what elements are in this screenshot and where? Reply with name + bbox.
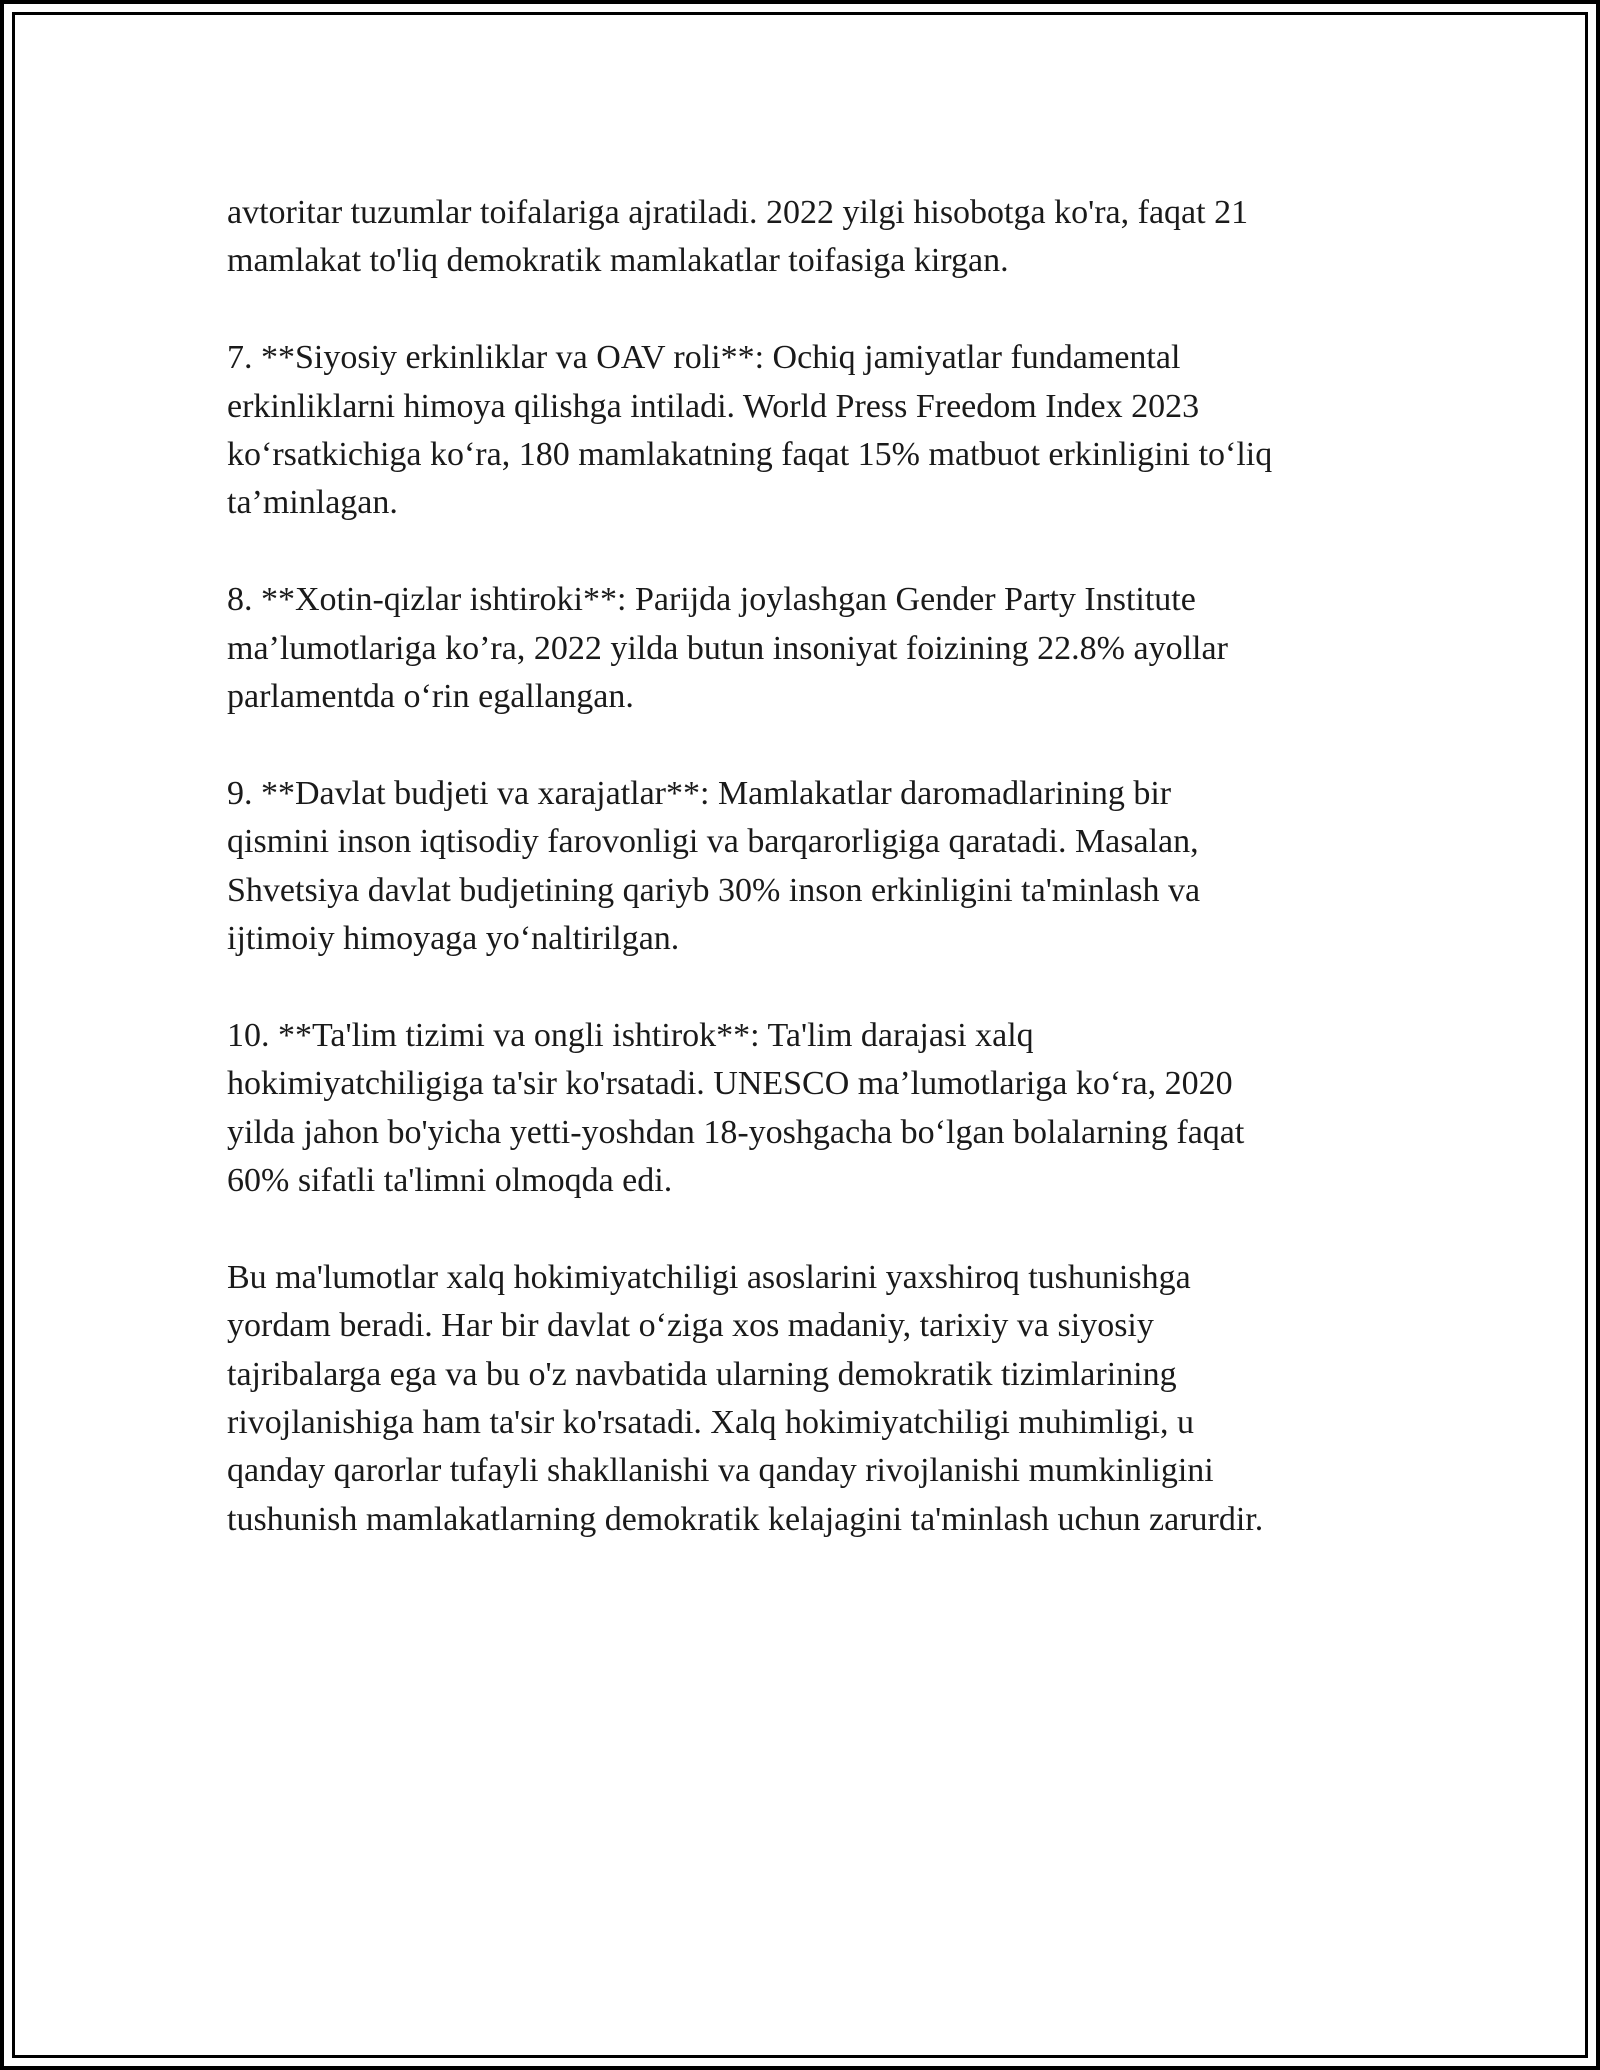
text-line: ko‘rsatkichiga ko‘ra, 180 mamlakatning faqat 15% matbuot erkinligini to‘liq: [227, 436, 1273, 474]
text-line: ijtimoiy himoyaga yo‘naltirilgan.: [227, 920, 680, 958]
document-body: [227, 189, 1387, 1593]
text-line: 7. **Siyosiy erkinliklar va OAV roli**: Ochiq jamiyatlar fundamental: [227, 339, 1181, 377]
text-line: qismini inson iqtisodiy farovonligi va barqarorligiga qaratadi. Masalan,: [227, 823, 1199, 861]
text-line: 60% sifatli ta'limni olmoqda edi.: [227, 1162, 673, 1200]
text-line: 10. **Ta'lim tizimi va ongli ishtirok**: Ta'lim darajasi xalq: [227, 1016, 1034, 1054]
text-line: Bu ma'lumotlar xalq hokimiyatchiligi asoslarini yaxshiroq tushunishga: [227, 1258, 1191, 1296]
text-line: erkinliklarni himoya qilishga intiladi. World Press Freedom Index 2023: [227, 387, 1200, 425]
paragraph-item-7: [227, 334, 1387, 528]
paragraph-conclusion: [227, 1254, 1387, 1544]
text-line: ta’minlagan.: [227, 484, 398, 522]
text-line: 9. **Davlat budjeti va xarajatlar**: Mamlakatlar daromadlarining bir: [227, 774, 1172, 812]
text-line: Shvetsiya davlat budjetining qariyb 30% inson erkinligini ta'minlash va: [227, 871, 1201, 909]
text-line: ma’lumotlariga ko’ra, 2022 yilda butun insoniyat foizining 22.8% ayollar: [227, 629, 1228, 667]
text-line: 8. **Xotin-qizlar ishtiroki**: Parijda joylashgan Gender Party Institute: [227, 581, 1196, 619]
text-line: qanday qarorlar tufayli shakllanishi va qanday rivojlanishi mumkinligini: [227, 1452, 1214, 1490]
text-line: hokimiyatchiligiga ta'sir ko'rsatadi. UNESCO ma’lumotlariga ko‘ra, 2020: [227, 1065, 1233, 1103]
text-line: yordam beradi. Har bir davlat o‘ziga xos madaniy, tarixiy va siyosiy: [227, 1307, 1154, 1345]
text-line: parlamentda o‘rin egallangan.: [227, 678, 634, 716]
paragraph-item-10: [227, 1012, 1387, 1206]
paragraph-intro-continuation: [227, 189, 1387, 286]
text-line: avtoritar tuzumlar toifalariga ajratiladi. 2022 yilgi hisobotga ko'ra, faqat 21: [227, 194, 1249, 231]
text-line: rivojlanishiga ham ta'sir ko'rsatadi. Xalq hokimiyatchiligi muhimligi, u: [227, 1404, 1194, 1442]
paragraph-item-9: [227, 770, 1387, 964]
text-line: mamlakat to'liq demokratik mamlakatlar toifasiga kirgan.: [227, 242, 1009, 280]
text-line: yilda jahon bo'yicha yetti-yoshdan 18-yoshgacha bo‘lgan bolalarning faqat: [227, 1113, 1245, 1151]
paragraph-item-8: [227, 576, 1387, 721]
text-line: tajribalarga ega va bu o'z navbatida ularning demokratik tizimlarining: [227, 1355, 1177, 1393]
text-line: tushunish mamlakatlarning demokratik kelajagini ta'minlash uchun zarurdir.: [227, 1500, 1264, 1538]
